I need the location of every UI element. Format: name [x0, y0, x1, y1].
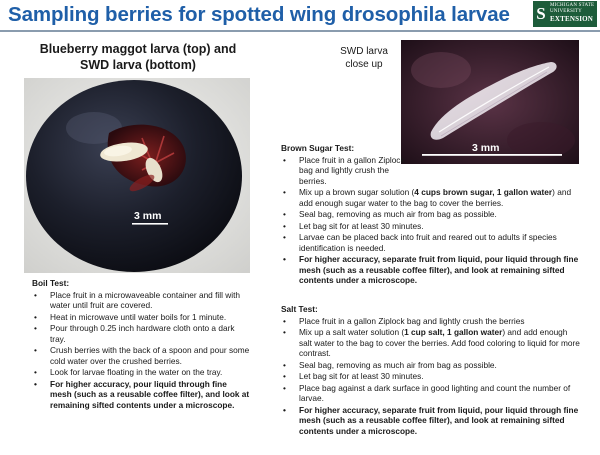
scale-bar-1 — [132, 223, 168, 225]
list-item: • Place fruit in a gallon Ziplock bag and lightly crush the berries — [281, 316, 581, 327]
logo-line-2: UNIVERSITY — [550, 9, 582, 14]
list-item: • Place fruit in a gallon Ziplock bag and lightly crush the berries. — [281, 155, 581, 187]
berry-larvae-photo — [24, 78, 250, 273]
salt-test-list — [281, 316, 581, 437]
list-item: • For higher accuracy, separate fruit from liquid, pour liquid through fine mesh (such as a reusable coffee filter), and look at remaining sifted contents under a microscope. — [281, 254, 581, 286]
header-divider — [0, 30, 600, 32]
list-item: • For higher accuracy, separate fruit from liquid, pour liquid through fine mesh (such as a reusable coffee filter), and look at remaining sifted contents under a microscope. — [281, 405, 581, 437]
page-title: Sampling berries for spotted wing drosophila larvae — [8, 3, 510, 26]
list-item: • Place fruit in a microwaveable container and fill with water until fruit are covered. — [32, 290, 250, 311]
brown-sugar-test-title: Brown Sugar Test: — [281, 143, 355, 153]
salt-test-title: Salt Test: — [281, 304, 318, 314]
boil-test-list — [32, 290, 250, 411]
logo-line-1: MICHIGAN STATE — [550, 3, 595, 8]
photo2-caption: SWD larva close up — [340, 46, 388, 70]
header — [0, 0, 600, 30]
list-item: • Look for larvae floating in the water on the tray. — [32, 367, 250, 378]
scale-label-1: 3 mm — [134, 210, 162, 222]
brown-sugar-test-section — [281, 143, 581, 287]
list-item: • Heat in microwave until water boils for 1 minute. — [32, 312, 250, 323]
list-item: • Mix up a brown sugar solution (4 cups brown sugar, 1 gallon water) and add enough sugar water to the bag to cover the berries. — [281, 187, 581, 208]
boil-test-title: Boil Test: — [32, 278, 70, 288]
list-item: • Mix up a salt water solution (1 cup salt, 1 gallon water) and add enough salt water to the bag to cover the berries. Add food coloring to liquid for more contrast. — [281, 327, 581, 359]
list-item: • Seal bag, removing as much air from bag as possible. — [281, 360, 581, 371]
logo-line-3: EXTENSION — [550, 15, 594, 23]
list-item: • Pour through 0.25 inch hardware cloth onto a dark tray. — [32, 323, 250, 344]
list-item: • Let bag sit for at least 30 minutes. — [281, 371, 581, 382]
list-item: • Crush berries with the back of a spoon and pour some cold water over the crushed berries. — [32, 345, 250, 366]
msu-extension-logo — [533, 1, 597, 27]
list-item: • Seal bag, removing as much air from bag as possible. — [281, 209, 581, 220]
list-item: • For higher accuracy, pour liquid through fine mesh (such as a reusable coffee filter), and look at remaining sifted contents under a microscope. — [32, 379, 250, 411]
list-item: • Larvae can be placed back into fruit and reared out to adults if species identification is needed. — [281, 232, 581, 253]
brown-sugar-test-list — [281, 155, 581, 286]
scale-label-2: 3 mm — [472, 142, 500, 154]
list-item: • Let bag sit for at least 30 minutes. — [281, 221, 581, 232]
photo1-caption: Blueberry maggot larva (top) and SWD larva (bottom) — [39, 42, 237, 72]
salt-test-section — [281, 304, 581, 437]
list-item: • Place bag against a dark surface in good lighting and count the number of larvae. — [281, 383, 581, 404]
logo-mark: S — [536, 4, 546, 23]
boil-test-section — [32, 278, 250, 411]
